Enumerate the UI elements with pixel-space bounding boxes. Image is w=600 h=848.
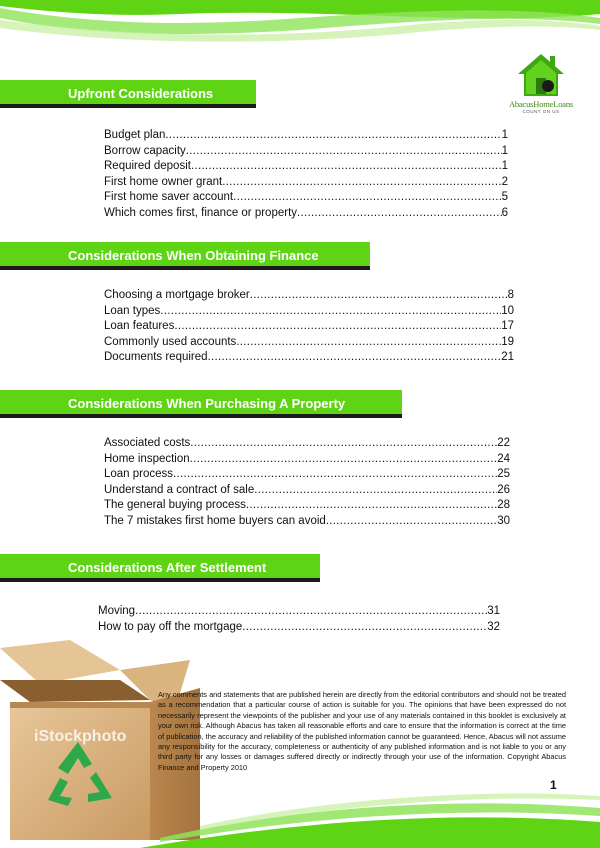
toc-entry-page: 24 (497, 452, 510, 465)
toc-entry[interactable] (104, 144, 508, 160)
section-heading-purchasing-property: Considerations When Purchasing A Property (0, 390, 402, 418)
toc-leader-dots (246, 498, 497, 514)
toc-entry-label: Which comes first, finance or property (104, 206, 298, 219)
disclaimer-text: Any comments and statements that are published herein are directly from the editorial contributors and should not be treated as a recommendation that a particular course of action is suitable for you. The opinions that have been expressed do not necessarily represent the viewpoints of the publisher and your use of any materials contained in this booklet is exclusively at your own risk. Although Abacus has taken all reasonable efforts and care to ensure that the information is correct at the time of publication, the accuracy and reliability of the published information cannot be guaranteed. Hence, Abacus will not assume any responsibility for the accuracy, completeness or authenticity of any published information and is not liable to you or any third party for any losses or damages suffered directly or indirectly through your use of the information. Copyright Abacus Finance and Property 2010 (158, 690, 566, 772)
toc-entry-label: Commonly used accounts (104, 335, 237, 348)
stock-watermark: iStockphoto (34, 728, 127, 745)
toc-entry[interactable] (98, 620, 500, 636)
toc-entry-label: The 7 mistakes first home buyers can avoid (104, 514, 326, 527)
toc-entry-page: 28 (497, 499, 510, 511)
toc-entry[interactable] (104, 498, 510, 514)
toc-entry[interactable] (104, 483, 510, 499)
toc-entry-label: Understand a contract of sale (104, 483, 255, 496)
toc-entry[interactable] (104, 206, 508, 222)
toc-entry-page: 1 (501, 129, 508, 141)
toc-list-purchasing-property (104, 436, 510, 529)
toc-leader-dots (160, 304, 501, 320)
toc-entry-label: How to pay off the mortgage (98, 620, 243, 633)
toc-entry-page: 22 (497, 437, 510, 449)
toc-entry-page: 2 (501, 175, 508, 188)
toc-entry-label: Documents required (104, 351, 208, 363)
section-heading-upfront: Upfront Considerations (0, 80, 256, 108)
toc-leader-dots (236, 335, 501, 351)
toc-entry-label: The general buying process (104, 499, 246, 511)
toc-entry-page: 1 (501, 160, 508, 172)
toc-entry[interactable] (104, 175, 508, 191)
toc-leader-dots (242, 620, 487, 636)
toc-leader-dots (222, 175, 501, 191)
toc-entry-page: 17 (501, 320, 514, 332)
toc-entry-page: 19 (501, 335, 514, 348)
toc-entry-label: Budget plan (104, 129, 166, 141)
toc-entry[interactable] (104, 190, 508, 206)
toc-entry-page: 31 (487, 605, 500, 617)
toc-leader-dots (190, 436, 497, 452)
section-heading-obtaining-finance: Considerations When Obtaining Finance (0, 242, 370, 270)
toc-leader-dots (173, 467, 497, 483)
page-number: 1 (550, 778, 557, 792)
toc-entry-label: Home inspection (104, 452, 190, 465)
toc-entry-page: 1 (501, 144, 508, 157)
toc-entry-label: Borrow capacity (104, 144, 186, 157)
toc-entry-label: Choosing a mortgage broker (104, 289, 250, 301)
company-logo (500, 52, 582, 122)
toc-leader-dots (165, 128, 501, 144)
toc-leader-dots (190, 452, 498, 468)
toc-entry-label: Loan types (104, 304, 161, 317)
toc-entry[interactable] (104, 350, 514, 366)
toc-entry[interactable] (104, 304, 514, 320)
toc-entry-page: 6 (501, 206, 508, 219)
toc-entry-label: First home saver account (104, 191, 234, 203)
toc-leader-dots (250, 288, 508, 304)
toc-entry-page: 8 (507, 289, 514, 301)
toc-leader-dots (254, 483, 497, 499)
toc-entry-page: 30 (497, 514, 510, 527)
toc-entry[interactable] (104, 159, 508, 175)
toc-list-obtaining-finance (104, 288, 514, 366)
toc-entry-page: 21 (501, 351, 514, 363)
house-logo-icon (516, 52, 566, 98)
toc-entry[interactable] (104, 128, 508, 144)
logo-name: AbacusHomeLoans (508, 99, 574, 109)
toc-leader-dots (233, 190, 501, 206)
toc-entry[interactable] (104, 288, 514, 304)
toc-entry-label: Required deposit (104, 160, 191, 172)
toc-leader-dots (186, 144, 502, 160)
toc-leader-dots (135, 604, 487, 620)
toc-entry[interactable] (104, 319, 514, 335)
toc-entry[interactable] (104, 335, 514, 351)
toc-leader-dots (208, 350, 502, 366)
toc-entry[interactable] (104, 467, 510, 483)
toc-entry[interactable] (104, 452, 510, 468)
section-heading-after-settlement: Considerations After Settlement (0, 554, 320, 582)
toc-entry-page: 26 (497, 483, 510, 496)
top-swoosh-decoration (0, 0, 600, 60)
toc-entry-page: 25 (497, 468, 510, 480)
toc-entry-label: Associated costs (104, 437, 191, 449)
toc-entry[interactable] (104, 514, 510, 530)
toc-entry-page: 32 (487, 620, 500, 633)
logo-tagline: COUNT ON US (522, 109, 560, 114)
toc-leader-dots (191, 159, 502, 175)
toc-entry[interactable] (104, 436, 510, 452)
toc-list-after-settlement (98, 604, 500, 635)
toc-entry-label: Loan process (104, 468, 174, 480)
toc-entry-label: Moving (98, 605, 136, 617)
bottom-swoosh-decoration (0, 778, 600, 848)
toc-entry-page: 5 (501, 191, 508, 203)
toc-entry-label: First home owner grant (104, 175, 223, 188)
toc-leader-dots (174, 319, 501, 335)
toc-leader-dots (326, 514, 497, 530)
toc-entry[interactable] (98, 604, 500, 620)
toc-entry-page: 10 (501, 304, 514, 317)
toc-list-upfront (104, 128, 508, 221)
toc-leader-dots (297, 206, 502, 222)
toc-entry-label: Loan features (104, 320, 175, 332)
